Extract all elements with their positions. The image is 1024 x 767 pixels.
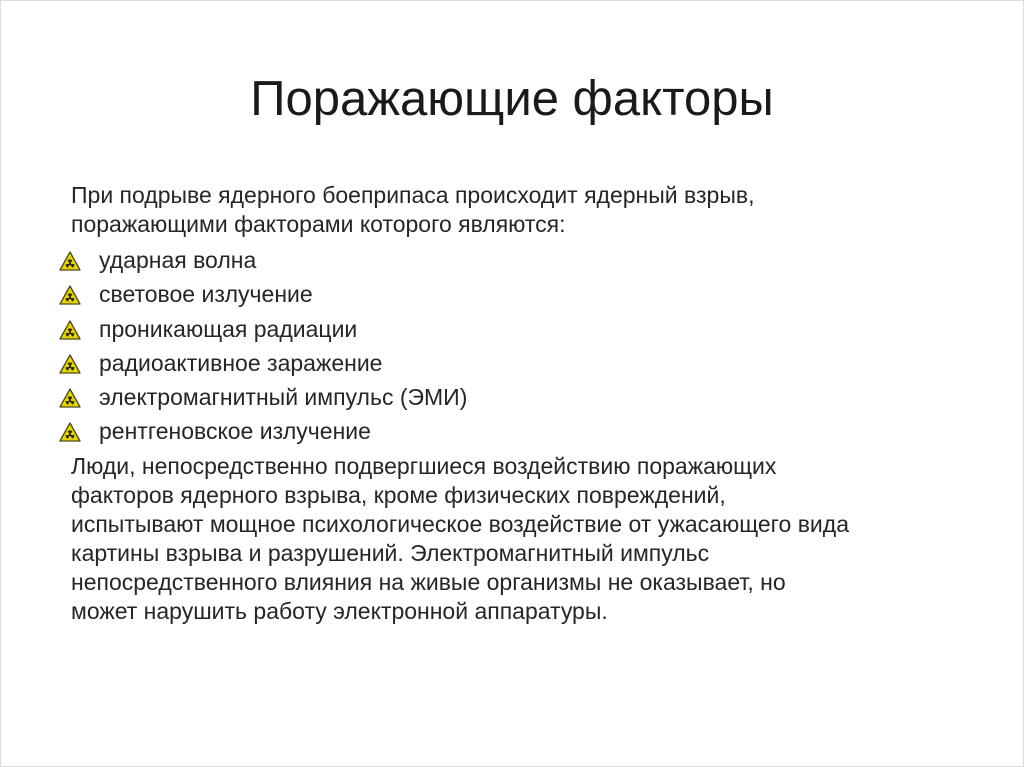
list-item: [71, 346, 971, 380]
slide-body: [71, 181, 971, 626]
radiation-warning-icon: [59, 251, 81, 271]
factors-list: [71, 243, 971, 449]
intro-paragraph: [71, 181, 971, 239]
list-item-label: радиоактивное заражение: [99, 349, 383, 376]
paragraph-line: непосредственного влияния на живые организмы не оказывает, но: [71, 568, 786, 595]
list-item: [71, 414, 971, 448]
list-item: [71, 312, 971, 346]
paragraph-line: испытывают мощное психологическое воздействие от ужасающего вида: [71, 510, 849, 537]
radiation-warning-icon: [59, 422, 81, 442]
list-item-label: ударная волна: [99, 247, 257, 273]
radiation-warning-icon: [59, 354, 81, 374]
list-item-label: проникающая радиации: [99, 315, 358, 342]
intro-line: При подрыве ядерного боеприпаса происходит ядерный взрыв,: [71, 182, 755, 208]
list-item-label: световое излучение: [99, 281, 313, 308]
list-item: [71, 277, 971, 311]
radiation-warning-icon: [59, 320, 81, 340]
slide-title: Поражающие факторы: [250, 72, 774, 126]
paragraph-line: может нарушить работу электронной аппаратуры.: [71, 597, 608, 624]
paragraph-line: Люди, непосредственно подвергшиеся воздействию поражающих: [71, 452, 777, 479]
radiation-warning-icon: [59, 388, 81, 408]
radiation-warning-icon: [59, 285, 81, 305]
list-item: [71, 243, 971, 277]
list-item-label: электромагнитный импульс (ЭМИ): [99, 384, 468, 411]
list-item-label: рентгеновское излучение: [99, 418, 371, 445]
paragraph-line: факторов ядерного взрыва, кроме физических повреждений,: [71, 481, 726, 508]
intro-line: поражающими факторами которого являются:: [71, 211, 566, 237]
paragraph-line: картины взрыва и разрушений. Электромагнитный импульс: [71, 539, 710, 566]
list-item: [71, 380, 971, 414]
closing-paragraph: [71, 452, 971, 626]
